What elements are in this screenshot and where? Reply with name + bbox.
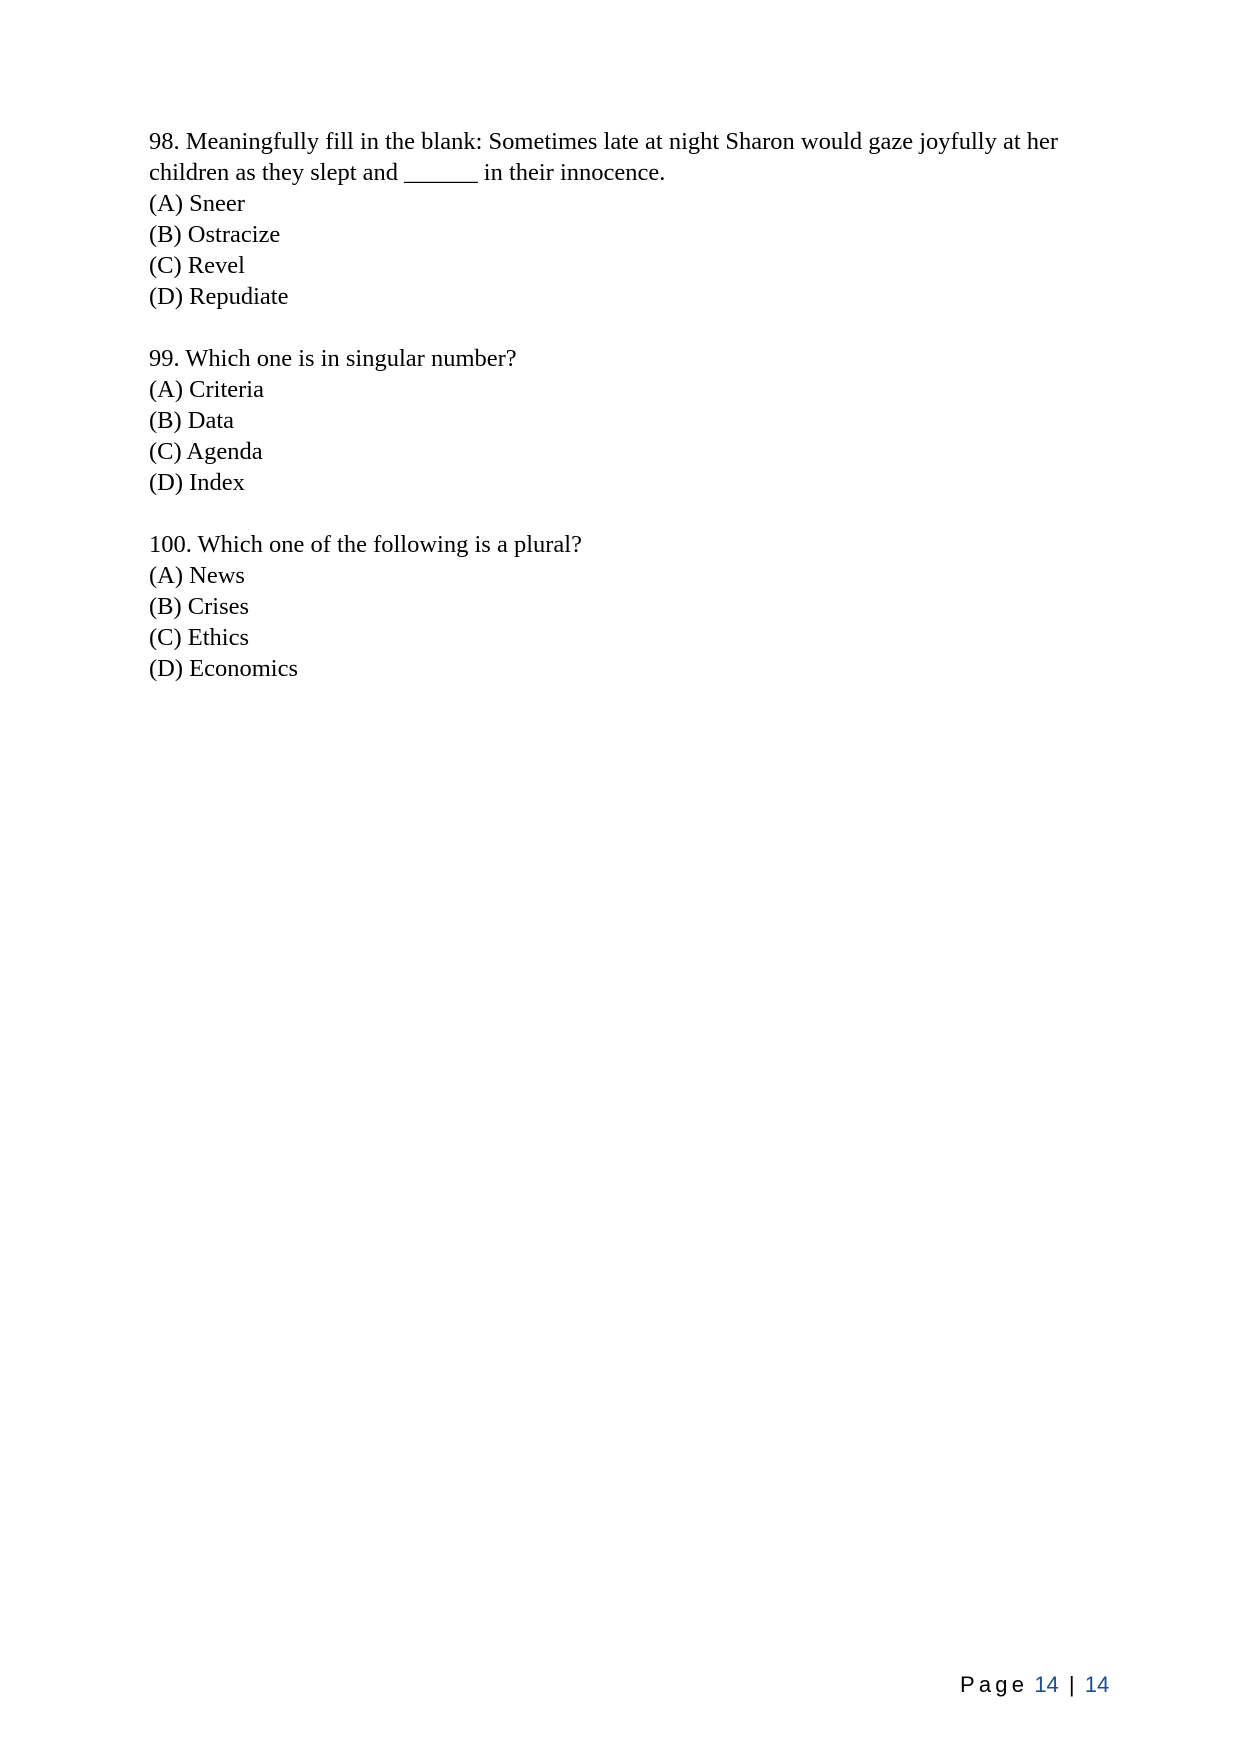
option-d: (D) Repudiate — [149, 283, 289, 310]
option-a: (A) News — [149, 562, 245, 589]
option-a: (A) Sneer — [149, 190, 245, 217]
option-b: (B) Crises — [149, 593, 250, 620]
option-d: (D) Economics — [149, 655, 298, 682]
question-text: 98. Meaningfully fill in the blank: Sometimes late at night Sharon would gaze joyfully at her children as they slept and ______ in their innocence. — [149, 128, 1059, 186]
question-text: 99. Which one is in singular number? — [149, 345, 517, 372]
question-98 — [149, 126, 1109, 312]
option-c: (C) Agenda — [149, 438, 263, 465]
current-page-number: 14 — [1034, 1672, 1059, 1697]
question-list — [149, 126, 1109, 715]
option-b: (B) Data — [149, 407, 235, 434]
option-c: (C) Revel — [149, 252, 245, 279]
question-text: 100. Which one of the following is a plural? — [149, 531, 582, 558]
page-label: Page — [960, 1672, 1029, 1697]
question-100 — [149, 529, 1109, 684]
page-footer — [960, 1671, 1120, 1699]
total-page-number: 14 — [1084, 1672, 1110, 1697]
option-c: (C) Ethics — [149, 624, 250, 651]
page-separator: | — [1068, 1672, 1075, 1697]
question-99 — [149, 343, 1109, 498]
option-b: (B) Ostracize — [149, 221, 281, 248]
option-a: (A) Criteria — [149, 376, 264, 403]
option-d: (D) Index — [149, 469, 245, 496]
